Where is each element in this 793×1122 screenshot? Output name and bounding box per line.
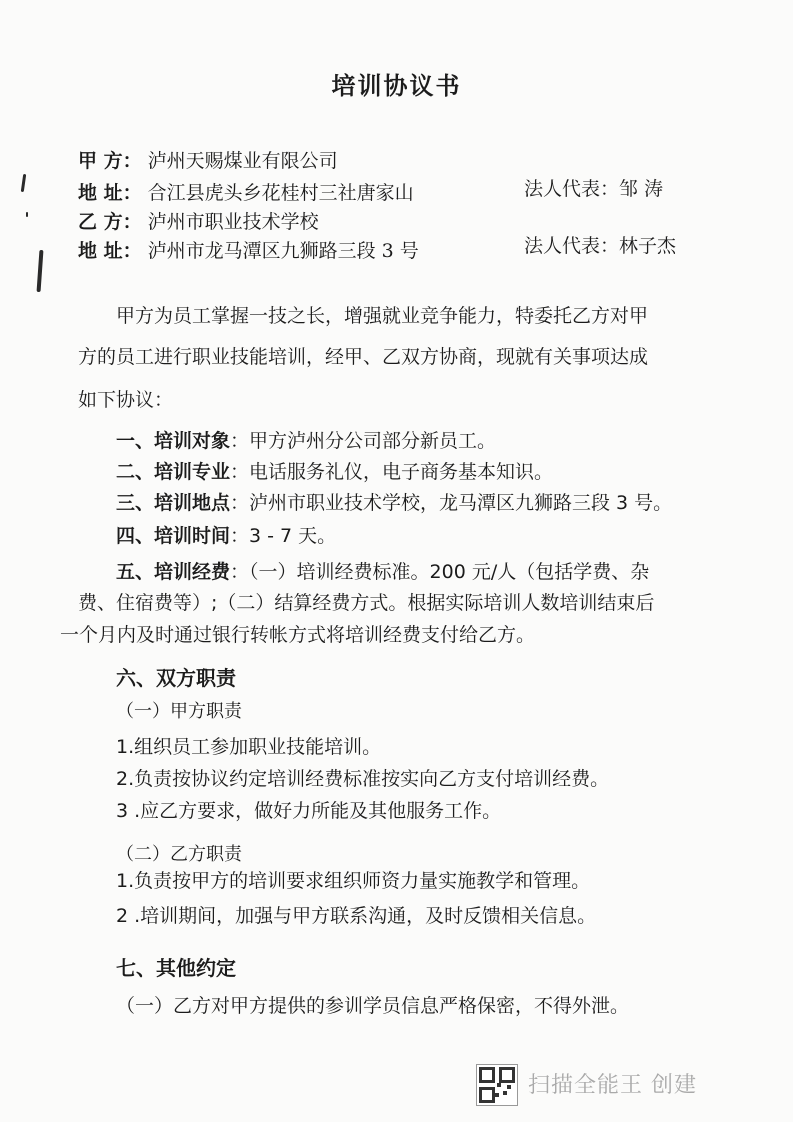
clause-3-label: 三、培训地点 [116,492,231,514]
clause-5-cont-1: 费、住宿费等）;（二）结算经费方式。根据实际培训人数培训结束后 [78,592,655,614]
party-a-representative: 法人代表：邹 涛 [524,178,664,200]
scan-mark [21,174,26,192]
section-6a-item-3: 3 .应乙方要求，做好力所能及其他服务工作。 [116,800,502,822]
clause-2-text: ：电话服务礼仪，电子商务基本知识。 [230,461,554,483]
party-b [78,207,319,234]
clause-2 [116,457,553,484]
clause-3 [116,488,672,515]
clause-5-text: ：（一）培训经费标准。200 元/人（包括学费、杂 [230,561,650,583]
party-b-label: 乙 方： [78,211,142,233]
party-a [78,146,338,173]
clause-3-text: ：泸州市职业技术学校，龙马潭区九狮路三段 3 号。 [230,492,673,514]
clause-2-label: 二、培训专业 [116,461,231,483]
clause-4-label: 四、培训时间 [116,525,231,547]
party-b-name: 泸州市职业技术学校 [147,211,319,233]
clause-1 [116,426,496,453]
party-a-address [78,178,414,205]
section-6a-item-2: 2.负责按协议约定培训经费标准按实向乙方支付培训经费。 [116,768,610,790]
party-b-address-value: 泸州市龙马潭区九狮路三段 3 号 [147,240,419,262]
qr-code-icon [476,1064,518,1106]
clause-5-cont-2: 一个月内及时通过银行转帐方式将培训经费支付给乙方。 [60,624,536,646]
party-b-address [78,236,419,263]
section-7-item-1: （一）乙方对甲方提供的参训学员信息严格保密，不得外泄。 [116,995,630,1017]
clause-1-text: ：甲方泸州分公司部分新员工。 [230,430,497,452]
section-6b-title: （二）乙方职责 [116,844,242,865]
party-b-representative: 法人代表：林子杰 [524,235,677,257]
party-a-address-label: 地 址： [78,182,142,204]
section-6-title: 六、双方职责 [116,666,236,690]
section-6a-title: （一）甲方职责 [116,701,242,722]
party-a-name: 泸州天赐煤业有限公司 [147,150,338,172]
clause-4 [116,521,336,548]
party-a-label: 甲 方： [78,150,142,172]
section-6b-item-1: 1.负责按甲方的培训要求组织师资力量实施教学和管理。 [116,870,591,892]
clause-1-label: 一、培训对象 [116,430,231,452]
section-7-title: 七、其他约定 [116,956,236,980]
party-b-address-label: 地 址： [78,240,142,262]
document-title: 培训协议书 [331,72,462,100]
scan-mark [26,212,28,217]
clause-5 [116,557,649,584]
intro-line-3: 如下协议： [78,389,174,411]
clause-5-label: 五、培训经费 [116,561,231,583]
intro-line-1: 甲方为员工掌握一技之长，增强就业竞争能力，特委托乙方对甲 [116,305,649,327]
section-6b-item-2: 2 .培训期间，加强与甲方联系沟通，及时反馈相关信息。 [116,905,597,927]
intro-line-2: 方的员工进行职业技能培训，经甲、乙双方协商，现就有关事项达成 [78,346,649,368]
scan-mark [37,250,44,292]
party-a-address-value: 合江县虎头乡花桂村三社唐家山 [147,182,414,204]
section-6a-item-1: 1.组织员工参加职业技能培训。 [116,736,382,758]
watermark-text: 扫描全能王 创建 [528,1073,697,1098]
clause-4-text: ：3 - 7 天。 [230,525,337,547]
